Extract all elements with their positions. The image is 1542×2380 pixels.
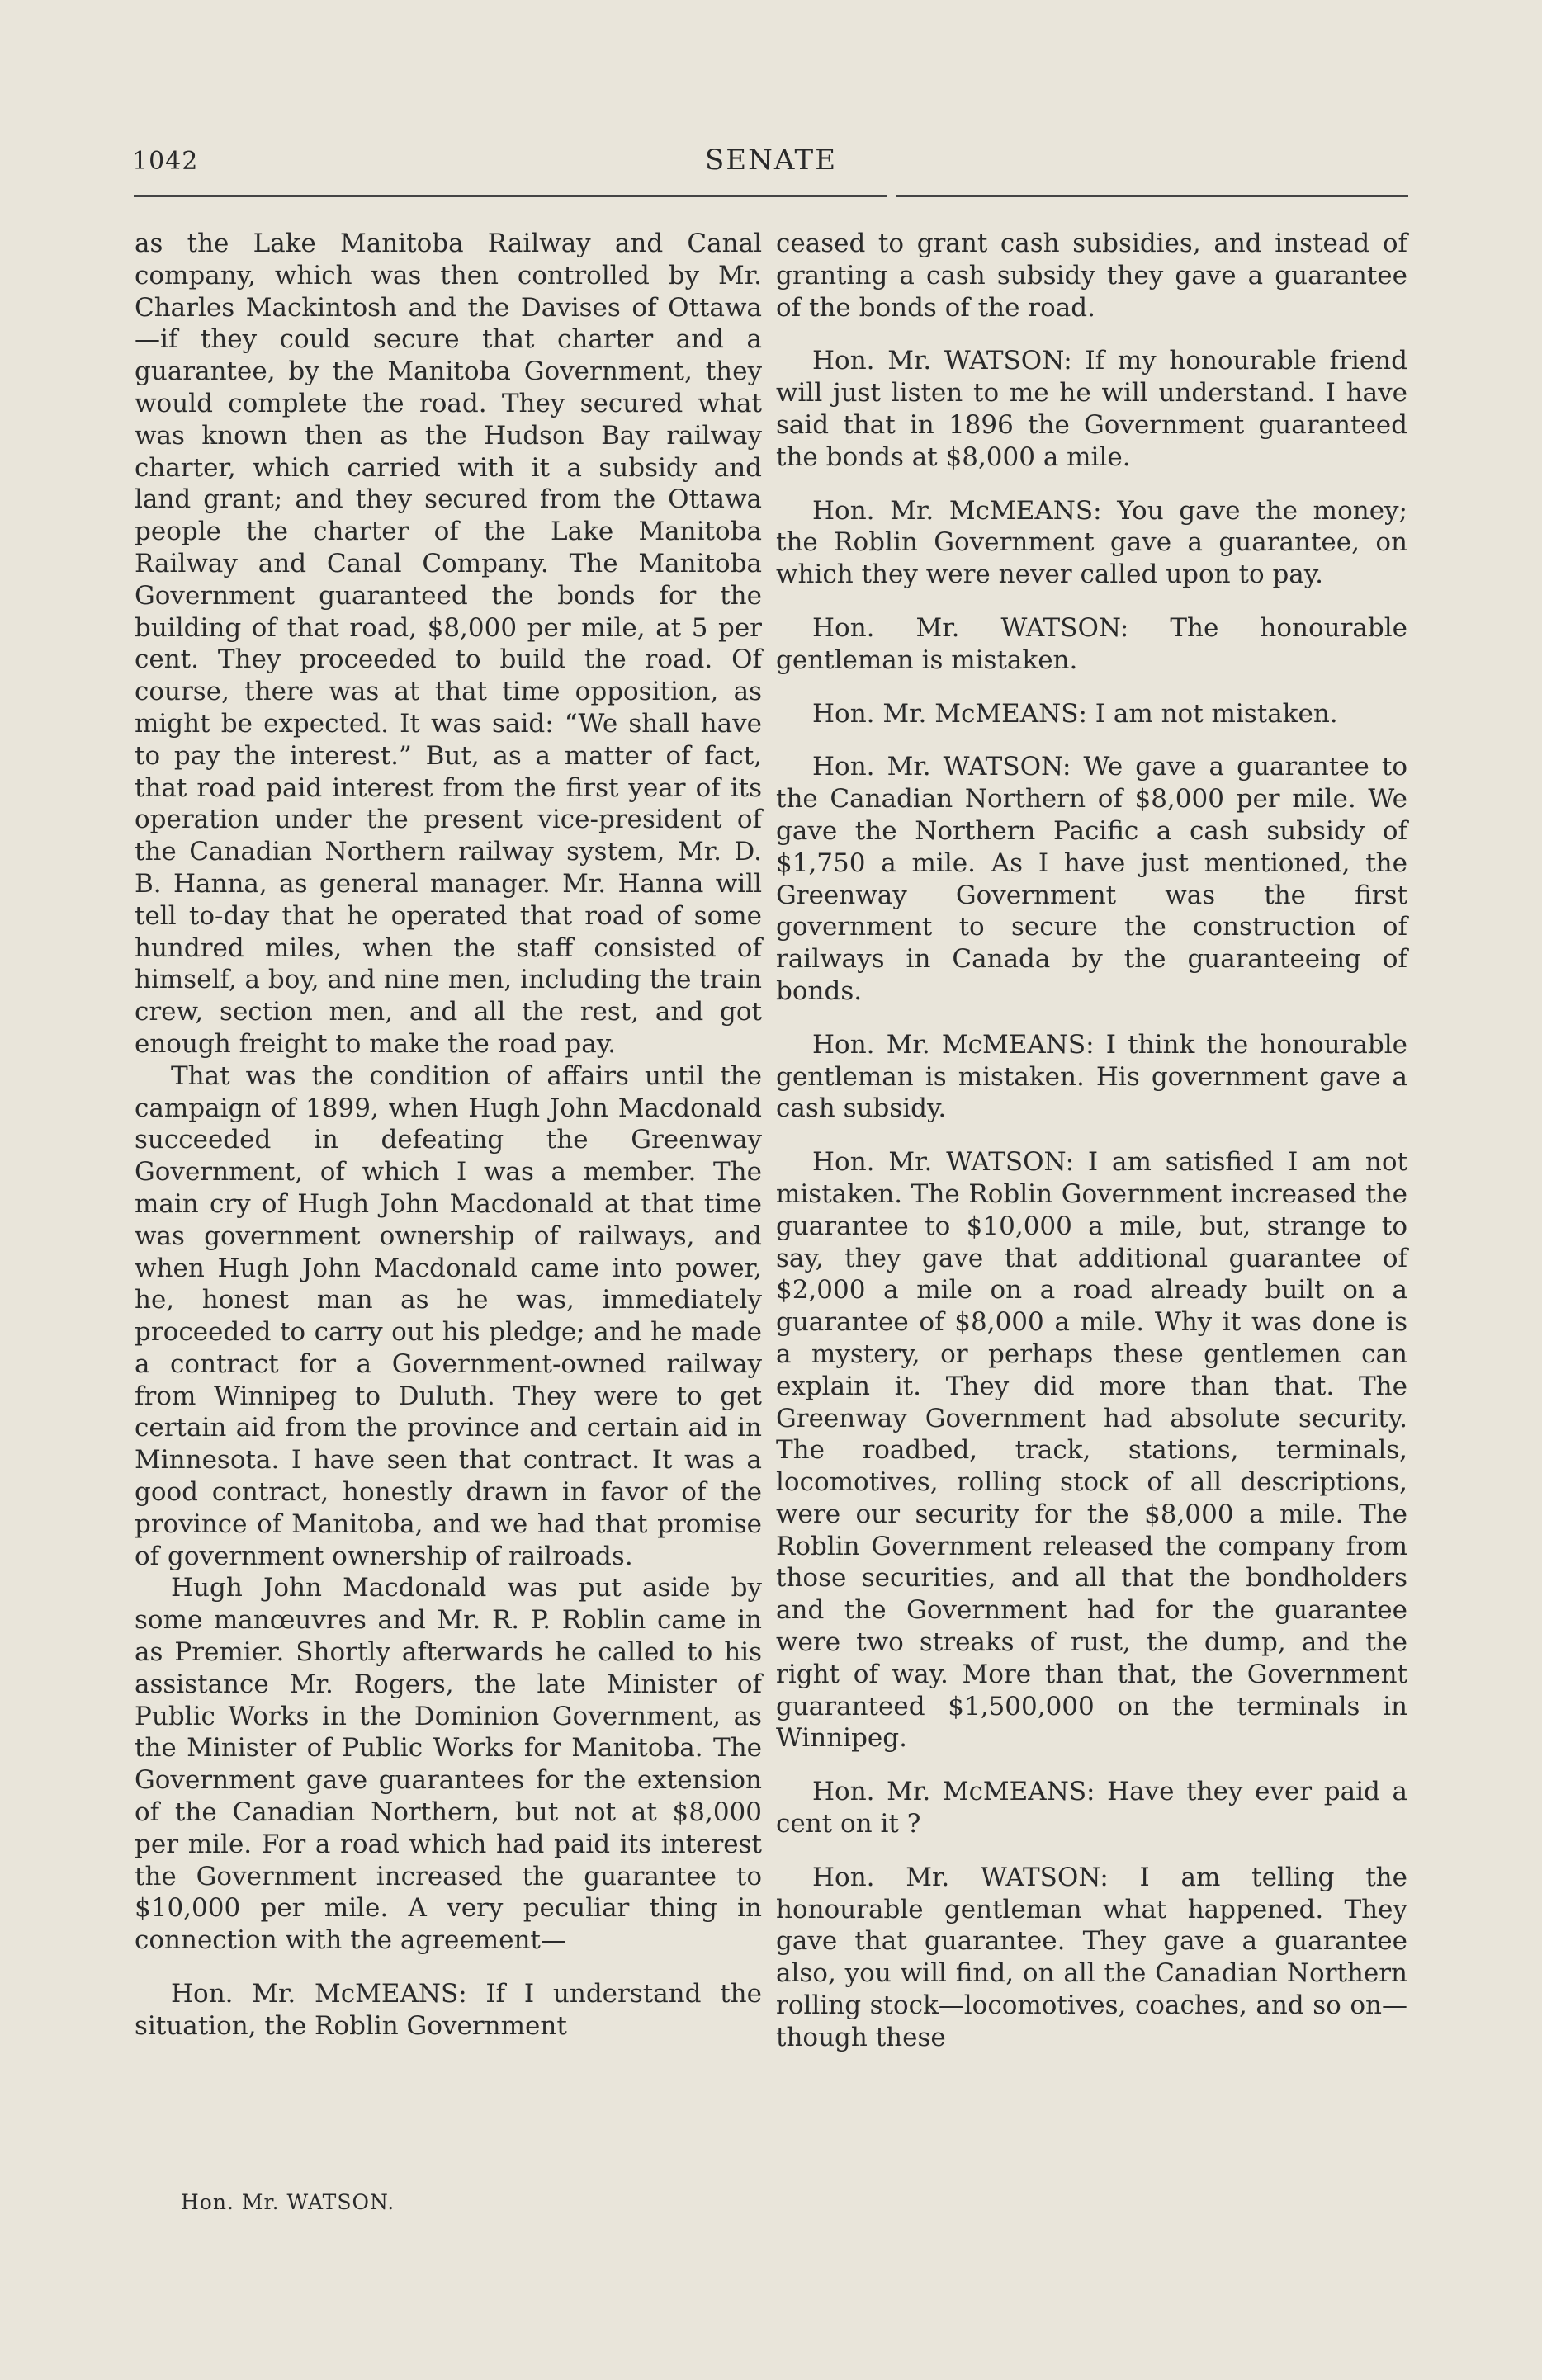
paragraph: That was the condition of affairs until the campaign of 1899, when Hugh John Macdonald succeeded in defeating the Greenway Government, of which I was a member. The main cry of Hugh John Macdonald at that time was government ownership of railways, and when Hugh John Macdonald came into power, he, honest man as he was, immediately proceeded to carry out his pledge; and he made a contract for a Government-owned railway from Winnipeg to Duluth. They were to get certain aid from the province and certain aid in Minnesota. I have seen that contract. It was a good contract, honestly drawn in favor of the province of Manitoba, and we had that promise of government ownership of railroads. bbox=[135, 1060, 762, 1571]
footer-speaker: Hon. Mr. WATSON. bbox=[181, 2190, 395, 2214]
speech-paragraph: Hon. Mr. WATSON: We gave a guarantee to the Canadian Northern of $8,000 per mile. We gave the Northern Pacific a cash subsidy of $1,750 a mile. As I have just mentioned, the Greenway Government was the first government to secure the construction of railways in Canada by the guaranteeing of bonds. bbox=[776, 752, 1407, 1006]
speech-paragraph: Hon. Mr. McMEANS: I think the honourable gentleman is mistaken. His government gave a cash subsidy. bbox=[776, 1029, 1407, 1124]
speech-paragraph: Hon. Mr. McMEANS: You gave the money; the Roblin Government gave a guarantee, on which they were never called upon to pay. bbox=[776, 495, 1407, 590]
paragraph: ceased to grant cash subsidies, and instead of granting a cash subsidy they gave a guarantee of the bonds of the road. bbox=[776, 229, 1407, 323]
header-rule-right bbox=[896, 195, 1408, 197]
header-rule-left bbox=[134, 195, 887, 197]
paragraph: Hugh John Macdonald was put aside by some manœuvres and Mr. R. P. Roblin came in as Premier. Shortly afterwards he called to his assistance Mr. Rogers, the late Minister of Public Works in the Dominion Government, as the Minister of Public Works for Manitoba. The Government gave guarantees for the extension of the Canadian Northern, but not at $8,000 per mile. For a road which had paid its interest the Government increased the guarantee to $10,000 per mile. A very peculiar thing in connection with the agreement— bbox=[135, 1573, 762, 1956]
paragraph: as the Lake Manitoba Railway and Canal company, which was then controlled by Mr. Charles Mackintosh and the Davises of Ottawa—if they could secure that charter and a guarantee, by the Manitoba Government, they would complete the road. They secured what was known then as the Hudson Bay railway charter, which carried with it a subsidy and land grant; and they secured from the Ottawa people the charter of the Lake Manitoba Railway and Canal Company. The Manitoba Government guaranteed the bonds for the building of that road, $8,000 per mile, at 5 per cent. They proceeded to build the road. Of course, there was at that time opposition, as might be expected. It was said: “We shall have to pay the interest.” But, as a matter of fact, that road paid interest from the first year of its operation under the present vice-president of the Canadian Northern railway system, Mr. D. B. Hanna, as general manager. Mr. Hanna will tell to-day that he operated that road of some hundred miles, when the staff consisted of himself, a boy, and nine men, including the train crew, section men, and all the rest, and got enough freight to make the road pay. bbox=[135, 229, 762, 1059]
speech-paragraph: Hon. Mr. WATSON: The honourable gentleman is mistaken. bbox=[776, 612, 1407, 675]
speech-paragraph: Hon. Mr. WATSON: I am satisfied I am not mistaken. The Roblin Government increased the guarantee to $10,000 a mile, but, strange to say, they gave that additional guarantee of $2,000 a mile on a road already built on a guarantee of $8,000 a mile. Why it was done is a mystery, or perhaps these gentlemen can explain it. They did more than that. The Greenway Government had absolute security. The roadbed, track, stations, terminals, locomotives, rolling stock of all descriptions, were our security for the $8,000 a mile. The Roblin Government released the company from those securities, and all that the bondholders and the Government had for the guarantee were two streaks of rust, the dump, and the right of way. More than that, the Government guaranteed $1,500,000 on the terminals in Winnipeg. bbox=[776, 1147, 1407, 1754]
speech-paragraph: Hon. Mr. McMEANS: If I understand the situation, the Roblin Government bbox=[135, 1979, 762, 2041]
speech-paragraph: Hon. Mr. WATSON: I am telling the honourable gentleman what happened. They gave that guarantee. They gave a guarantee also, you will find, on all the Canadian Northern rolling stock—locomotives, coaches, and so on—though these bbox=[776, 1862, 1407, 2052]
speech-paragraph: Hon. Mr. McMEANS: Have they ever paid a cent on it ? bbox=[776, 1777, 1407, 1839]
page-number: 1042 bbox=[132, 147, 199, 176]
speech-paragraph: Hon. Mr. WATSON: If my honourable friend will just listen to me he will understand. I have said that in 1896 the Government guaranteed the bonds at $8,000 a mile. bbox=[776, 346, 1407, 472]
running-head: SENATE bbox=[704, 144, 838, 177]
left-column bbox=[135, 228, 762, 2042]
speech-paragraph: Hon. Mr. McMEANS: I am not mistaken. bbox=[812, 698, 1338, 729]
right-column bbox=[776, 228, 1407, 2054]
